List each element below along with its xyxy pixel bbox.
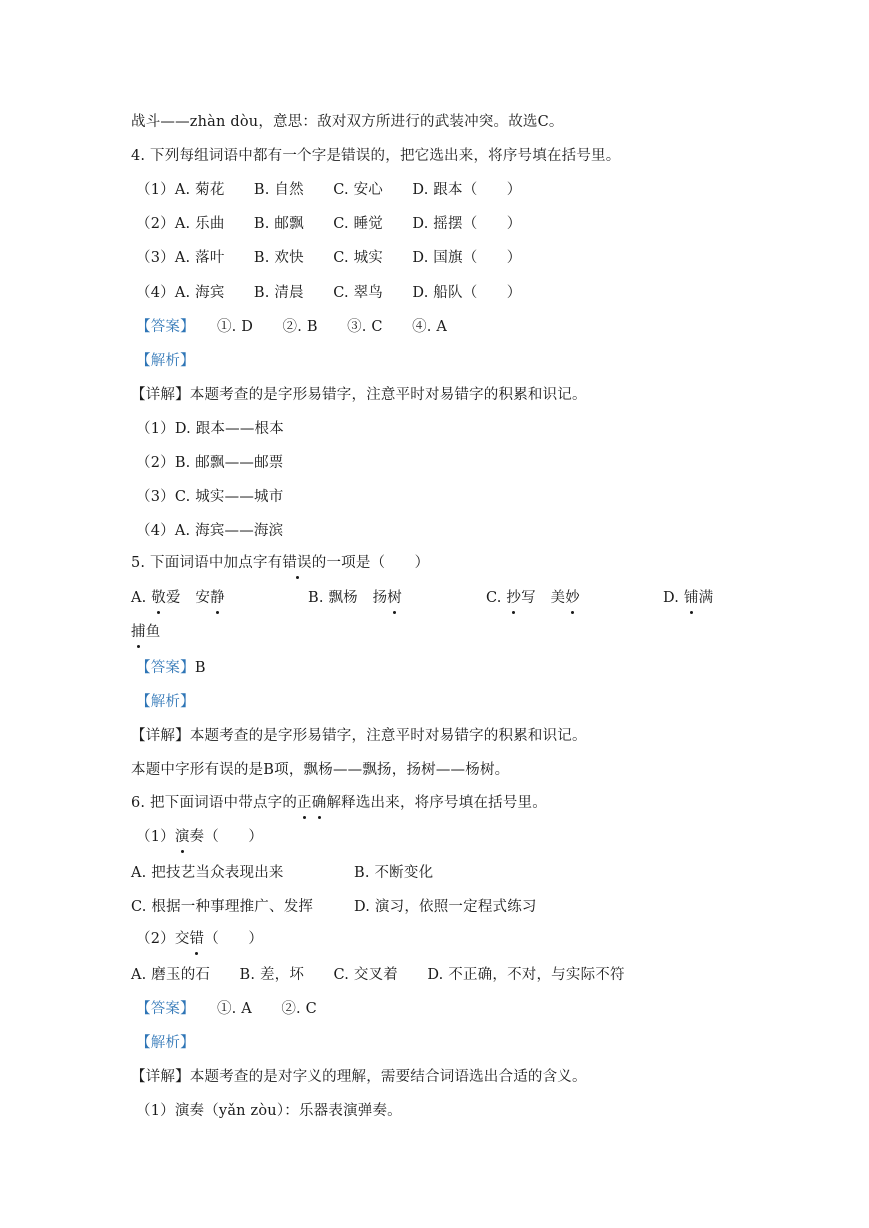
detail-text: 本题考查的是对字义的理解，需要结合词语选出合适的含义。	[189, 1069, 587, 1085]
q5-analysis-tag: 【解析】	[136, 694, 195, 710]
q5-explanation: 本题中字形有误的是B项，飘杨——飘扬，扬树——杨树。	[131, 762, 510, 778]
q4-option-row-3: （3）A. 落叶 B. 欢快 C. 城实 D. 国旗（ ）	[136, 250, 522, 266]
q5-option-a-text-2: 安	[195, 590, 211, 606]
q4-stem: 4. 下列每组词语中都有一个字是错误的，把它选出来，将序号填在括号里。	[131, 148, 621, 164]
q6-item-1	[136, 827, 263, 847]
answer-tag: 【答案】	[136, 319, 188, 335]
q5-option-d	[663, 588, 713, 608]
q5-option-a-dotted-1: 敬	[151, 590, 166, 606]
q5-detail	[131, 726, 587, 746]
q6-1-option-d: D. 演习，依照一定程式练习	[354, 899, 537, 915]
detail-text: 本题考查的是字形易错字，注意平时对易错字的积累和识记。	[189, 387, 587, 403]
q6-2-options: A. 磨玉的石 B. 差，坏 C. 交叉着 D. 不正确，不对，与实际不符	[131, 967, 625, 983]
q6-item-2-dotted: 错	[189, 931, 205, 947]
q5-option-c-dotted-2: 妙	[565, 590, 580, 606]
q6-1-option-c: C. 根据一种事理推广、发挥	[131, 899, 314, 915]
q5-stem	[131, 553, 429, 573]
q6-detail	[131, 1067, 587, 1087]
q5-option-d-dotted-2: 捕	[131, 624, 146, 640]
q4-correction-2: （2）B. 邮飘——邮票	[136, 455, 284, 471]
q6-explanation-1: （1）演奏（yǎn zòu）：乐器表演弹奏。	[136, 1103, 402, 1119]
q5-option-c-text: 写 美	[521, 590, 566, 606]
q4-option-row-1: （1）A. 菊花 B. 自然 C. 安心 D. 跟本（ ）	[136, 182, 522, 198]
q5-option-c-letter: C.	[486, 590, 502, 606]
detail-text: 本题考查的是字形易错字，注意平时对易错字的积累和识记。	[189, 728, 587, 744]
q4-analysis-tag: 【解析】	[136, 353, 195, 369]
q5-option-b-text-1: 飘杨	[328, 590, 358, 606]
detail-tag: 【详解】	[131, 1069, 190, 1085]
q5-option-b-letter: B.	[308, 590, 324, 606]
answer-text: ①. A ②. C	[187, 1001, 317, 1017]
q6-stem-dotted-2: 确	[311, 795, 327, 811]
q5-answer	[136, 658, 206, 678]
q5-option-d-dotted-1: 铺	[683, 590, 699, 606]
q6-1-options-row-1	[131, 863, 731, 885]
q5-option-d-cont	[131, 622, 160, 642]
q4-correction-3: （3）C. 城实——城市	[136, 489, 284, 505]
q6-answer	[136, 999, 317, 1019]
q5-stem-part: 5. 下面词语中加点字有	[131, 555, 283, 571]
q5-option-b	[308, 588, 402, 608]
detail-tag: 【详解】	[131, 728, 190, 744]
answer-text: B	[194, 660, 206, 676]
q5-option-c-dotted-1: 抄	[506, 590, 522, 606]
q5-option-a-letter: A.	[131, 590, 147, 606]
q4-option-row-2: （2）A. 乐曲 B. 邮飘 C. 睡觉 D. 摇摆（ ）	[136, 216, 522, 232]
answer-text: ①. D ②. B ③. C ④. A	[187, 319, 448, 335]
q6-stem-part-2: 解释选出来，将序号填在括号里。	[326, 795, 547, 811]
q5-stem-part-2: 的一项是（ ）	[311, 555, 430, 571]
q5-option-b-text-2: 扬	[357, 590, 388, 606]
answer-tag: 【答案】	[136, 660, 195, 676]
q4-detail	[131, 385, 587, 405]
q6-item-1-num: （1）	[136, 829, 175, 845]
q5-option-b-dotted: 树	[387, 590, 402, 606]
q6-1-option-b: B. 不断变化	[354, 865, 434, 881]
q6-analysis-tag: 【解析】	[136, 1035, 195, 1051]
q5-option-d-text-2: 鱼	[145, 624, 161, 640]
q3-explanation-tail: 战斗——zhàn dòu，意思：敌对双方所进行的武装冲突。故选C。	[131, 114, 564, 130]
q6-stem-dotted-1: 正	[297, 795, 312, 811]
q4-answer	[136, 317, 447, 337]
q6-stem	[131, 793, 547, 813]
q5-option-a-dotted-2: 静	[210, 590, 225, 606]
q5-option-d-text: 满	[698, 590, 714, 606]
answer-tag: 【答案】	[136, 1001, 188, 1017]
q5-option-a	[131, 588, 225, 608]
q4-correction-4: （4）A. 海宾——海滨	[136, 523, 284, 539]
q6-item-1-text: 奏（ ）	[189, 829, 264, 845]
q5-option-a-text-1: 爱	[166, 590, 196, 606]
q5-options	[131, 588, 731, 610]
q6-item-2	[136, 929, 263, 949]
detail-tag: 【详解】	[131, 387, 190, 403]
q6-item-2-blank: （ ）	[204, 931, 264, 947]
q4-correction-1: （1）D. 跟本——根本	[136, 421, 284, 437]
q6-stem-part: 6. 把下面词语中带点字的	[131, 795, 298, 811]
q5-stem-dotted: 错误	[282, 555, 312, 571]
q4-option-row-4: （4）A. 海宾 B. 清晨 C. 翠鸟 D. 船队（ ）	[136, 285, 522, 301]
q6-item-1-dotted: 演	[174, 829, 190, 845]
q6-1-option-a: A. 把技艺当众表现出来	[131, 865, 284, 881]
q6-item-2-text: （2）交	[136, 931, 190, 947]
q5-option-d-letter: D.	[663, 590, 680, 606]
q6-1-options-row-2	[131, 897, 731, 919]
q5-option-c	[486, 588, 580, 608]
